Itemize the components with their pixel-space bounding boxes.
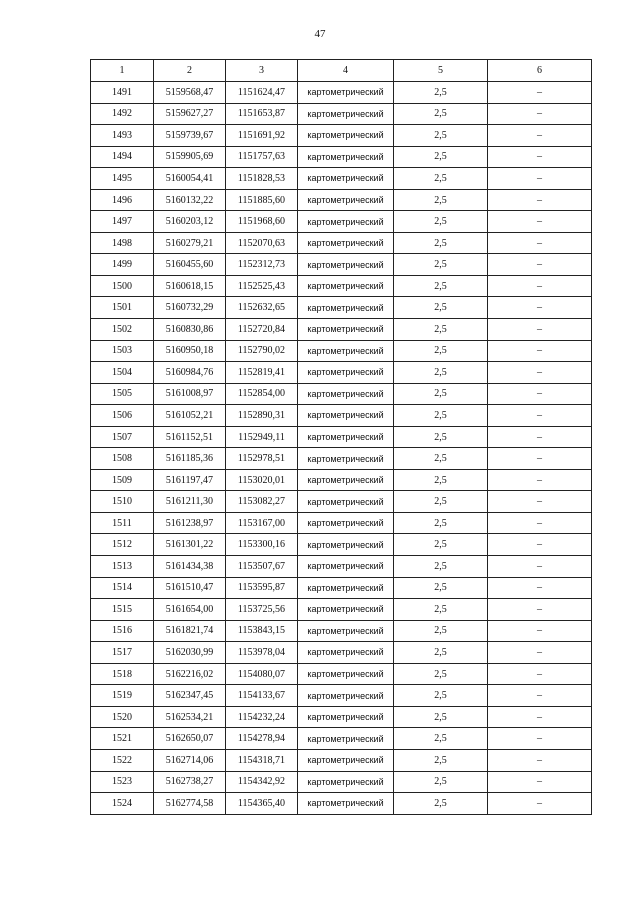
cell-note: – <box>488 663 592 685</box>
cell-method: картометрический <box>298 405 394 427</box>
cell-point-number: 1501 <box>91 297 154 319</box>
table-row <box>91 189 592 211</box>
cell-coord-y: 1154133,67 <box>226 685 298 707</box>
cell-coord-x: 5160203,12 <box>154 211 226 233</box>
cell-point-number: 1500 <box>91 275 154 297</box>
cell-note: – <box>488 189 592 211</box>
cell-coord-y: 1152632,65 <box>226 297 298 319</box>
cell-coord-x: 5161197,47 <box>154 469 226 491</box>
cell-coord-x: 5159739,67 <box>154 125 226 147</box>
cell-coord-y: 1152978,51 <box>226 448 298 470</box>
cell-note: – <box>488 556 592 578</box>
cell-coord-x: 5160054,41 <box>154 168 226 190</box>
cell-coord-y: 1152312,73 <box>226 254 298 276</box>
cell-note: – <box>488 340 592 362</box>
cell-accuracy: 2,5 <box>394 706 488 728</box>
cell-coord-y: 1154318,71 <box>226 749 298 771</box>
cell-coord-y: 1153020,01 <box>226 469 298 491</box>
cell-note: – <box>488 577 592 599</box>
cell-note: – <box>488 491 592 513</box>
cell-method: картометрический <box>298 706 394 728</box>
header-cell-4: 4 <box>298 60 394 82</box>
cell-coord-y: 1153843,15 <box>226 620 298 642</box>
cell-coord-y: 1154232,24 <box>226 706 298 728</box>
cell-note: – <box>488 211 592 233</box>
cell-accuracy: 2,5 <box>394 512 488 534</box>
cell-coord-y: 1151968,60 <box>226 211 298 233</box>
cell-note: – <box>488 275 592 297</box>
cell-method: картометрический <box>298 728 394 750</box>
cell-point-number: 1520 <box>91 706 154 728</box>
cell-method: картометрический <box>298 125 394 147</box>
table-row <box>91 599 592 621</box>
cell-coord-y: 1152720,84 <box>226 319 298 341</box>
cell-accuracy: 2,5 <box>394 319 488 341</box>
table-row <box>91 275 592 297</box>
cell-note: – <box>488 297 592 319</box>
cell-point-number: 1507 <box>91 426 154 448</box>
cell-coord-x: 5160132,22 <box>154 189 226 211</box>
cell-accuracy: 2,5 <box>394 82 488 104</box>
cell-method: картометрический <box>298 771 394 793</box>
cell-coord-x: 5160830,86 <box>154 319 226 341</box>
cell-coord-x: 5162714,06 <box>154 749 226 771</box>
cell-accuracy: 2,5 <box>394 642 488 664</box>
cell-coord-x: 5162534,21 <box>154 706 226 728</box>
header-cell-6: 6 <box>488 60 592 82</box>
cell-coord-x: 5161152,51 <box>154 426 226 448</box>
cell-point-number: 1521 <box>91 728 154 750</box>
table-row <box>91 512 592 534</box>
cell-note: – <box>488 620 592 642</box>
cell-accuracy: 2,5 <box>394 749 488 771</box>
cell-coord-x: 5160455,60 <box>154 254 226 276</box>
cell-coord-y: 1152949,11 <box>226 426 298 448</box>
cell-point-number: 1516 <box>91 620 154 642</box>
cell-point-number: 1499 <box>91 254 154 276</box>
table-row <box>91 728 592 750</box>
cell-method: картометрический <box>298 448 394 470</box>
cell-point-number: 1524 <box>91 793 154 815</box>
cell-note: – <box>488 362 592 384</box>
cell-coord-y: 1152854,00 <box>226 383 298 405</box>
cell-note: – <box>488 728 592 750</box>
cell-accuracy: 2,5 <box>394 232 488 254</box>
table-row <box>91 405 592 427</box>
table-row <box>91 383 592 405</box>
table-row <box>91 125 592 147</box>
cell-coord-x: 5161211,30 <box>154 491 226 513</box>
cell-note: – <box>488 749 592 771</box>
cell-method: картометрический <box>298 793 394 815</box>
table-row <box>91 749 592 771</box>
cell-method: картометрический <box>298 82 394 104</box>
cell-coord-x: 5161654,00 <box>154 599 226 621</box>
cell-coord-x: 5161510,47 <box>154 577 226 599</box>
cell-method: картометрический <box>298 275 394 297</box>
table-row <box>91 319 592 341</box>
cell-coord-y: 1154365,40 <box>226 793 298 815</box>
header-row <box>91 60 592 82</box>
cell-point-number: 1512 <box>91 534 154 556</box>
cell-coord-x: 5162030,99 <box>154 642 226 664</box>
cell-point-number: 1493 <box>91 125 154 147</box>
table-row <box>91 232 592 254</box>
cell-method: картометрический <box>298 599 394 621</box>
table-row <box>91 491 592 513</box>
cell-coord-x: 5161052,21 <box>154 405 226 427</box>
cell-coord-x: 5160732,29 <box>154 297 226 319</box>
table-row <box>91 577 592 599</box>
cell-method: картометрический <box>298 383 394 405</box>
cell-coord-x: 5162216,02 <box>154 663 226 685</box>
cell-note: – <box>488 82 592 104</box>
cell-note: – <box>488 254 592 276</box>
table-row <box>91 620 592 642</box>
cell-coord-x: 5159568,47 <box>154 82 226 104</box>
cell-method: картометрический <box>298 362 394 384</box>
cell-point-number: 1506 <box>91 405 154 427</box>
table-row <box>91 706 592 728</box>
cell-coord-y: 1151624,47 <box>226 82 298 104</box>
cell-coord-x: 5161434,38 <box>154 556 226 578</box>
cell-coord-x: 5159627,27 <box>154 103 226 125</box>
cell-accuracy: 2,5 <box>394 556 488 578</box>
cell-point-number: 1523 <box>91 771 154 793</box>
cell-coord-y: 1153978,04 <box>226 642 298 664</box>
cell-coord-x: 5162738,27 <box>154 771 226 793</box>
cell-accuracy: 2,5 <box>394 599 488 621</box>
cell-coord-y: 1153507,67 <box>226 556 298 578</box>
cell-coord-x: 5161008,97 <box>154 383 226 405</box>
table-row <box>91 168 592 190</box>
cell-method: картометрический <box>298 620 394 642</box>
cell-accuracy: 2,5 <box>394 189 488 211</box>
cell-accuracy: 2,5 <box>394 125 488 147</box>
cell-note: – <box>488 642 592 664</box>
cell-method: картометрический <box>298 168 394 190</box>
cell-point-number: 1513 <box>91 556 154 578</box>
coordinates-table <box>90 59 592 815</box>
cell-point-number: 1519 <box>91 685 154 707</box>
cell-accuracy: 2,5 <box>394 405 488 427</box>
cell-accuracy: 2,5 <box>394 728 488 750</box>
table-row <box>91 771 592 793</box>
cell-note: – <box>488 534 592 556</box>
table-row <box>91 82 592 104</box>
cell-method: картометрический <box>298 577 394 599</box>
cell-note: – <box>488 146 592 168</box>
cell-coord-x: 5161185,36 <box>154 448 226 470</box>
cell-coord-y: 1152790,02 <box>226 340 298 362</box>
page-number: 47 <box>314 28 326 40</box>
cell-accuracy: 2,5 <box>394 663 488 685</box>
cell-coord-x: 5161301,22 <box>154 534 226 556</box>
cell-note: – <box>488 125 592 147</box>
table-row <box>91 556 592 578</box>
cell-method: картометрический <box>298 189 394 211</box>
header-cell-1: 1 <box>91 60 154 82</box>
cell-method: картометрический <box>298 319 394 341</box>
table-row <box>91 211 592 233</box>
table-row <box>91 362 592 384</box>
cell-note: – <box>488 793 592 815</box>
cell-coord-y: 1152525,43 <box>226 275 298 297</box>
cell-accuracy: 2,5 <box>394 211 488 233</box>
cell-point-number: 1518 <box>91 663 154 685</box>
cell-note: – <box>488 168 592 190</box>
cell-coord-x: 5160618,15 <box>154 275 226 297</box>
cell-coord-y: 1153167,00 <box>226 512 298 534</box>
cell-method: картометрический <box>298 146 394 168</box>
table-row <box>91 469 592 491</box>
cell-accuracy: 2,5 <box>394 469 488 491</box>
cell-point-number: 1503 <box>91 340 154 362</box>
cell-method: картометрический <box>298 232 394 254</box>
cell-note: – <box>488 448 592 470</box>
cell-coord-x: 5160984,76 <box>154 362 226 384</box>
cell-point-number: 1491 <box>91 82 154 104</box>
cell-coord-y: 1152890,31 <box>226 405 298 427</box>
header-cell-5: 5 <box>394 60 488 82</box>
cell-coord-x: 5159905,69 <box>154 146 226 168</box>
cell-point-number: 1495 <box>91 168 154 190</box>
cell-coord-x: 5161821,74 <box>154 620 226 642</box>
cell-coord-x: 5160950,18 <box>154 340 226 362</box>
cell-accuracy: 2,5 <box>394 771 488 793</box>
cell-accuracy: 2,5 <box>394 577 488 599</box>
cell-accuracy: 2,5 <box>394 362 488 384</box>
cell-note: – <box>488 599 592 621</box>
cell-coord-x: 5162347,45 <box>154 685 226 707</box>
cell-note: – <box>488 405 592 427</box>
cell-note: – <box>488 706 592 728</box>
cell-point-number: 1510 <box>91 491 154 513</box>
cell-point-number: 1509 <box>91 469 154 491</box>
cell-accuracy: 2,5 <box>394 620 488 642</box>
cell-coord-y: 1151691,92 <box>226 125 298 147</box>
cell-method: картометрический <box>298 642 394 664</box>
cell-accuracy: 2,5 <box>394 340 488 362</box>
cell-method: картометрический <box>298 534 394 556</box>
cell-coord-y: 1154342,92 <box>226 771 298 793</box>
cell-accuracy: 2,5 <box>394 168 488 190</box>
cell-method: картометрический <box>298 556 394 578</box>
cell-method: картометрический <box>298 512 394 534</box>
cell-point-number: 1494 <box>91 146 154 168</box>
table-row <box>91 448 592 470</box>
cell-point-number: 1517 <box>91 642 154 664</box>
header-cell-2: 2 <box>154 60 226 82</box>
cell-point-number: 1504 <box>91 362 154 384</box>
cell-note: – <box>488 469 592 491</box>
header-cell-3: 3 <box>226 60 298 82</box>
cell-accuracy: 2,5 <box>394 534 488 556</box>
table-row <box>91 254 592 276</box>
cell-coord-y: 1153595,87 <box>226 577 298 599</box>
cell-note: – <box>488 232 592 254</box>
cell-accuracy: 2,5 <box>394 297 488 319</box>
cell-point-number: 1508 <box>91 448 154 470</box>
cell-method: картометрический <box>298 426 394 448</box>
cell-coord-x: 5162650,07 <box>154 728 226 750</box>
cell-point-number: 1502 <box>91 319 154 341</box>
cell-method: картометрический <box>298 749 394 771</box>
cell-note: – <box>488 512 592 534</box>
cell-accuracy: 2,5 <box>394 254 488 276</box>
cell-coord-y: 1154080,07 <box>226 663 298 685</box>
cell-accuracy: 2,5 <box>394 146 488 168</box>
cell-coord-y: 1151757,63 <box>226 146 298 168</box>
cell-coord-y: 1153082,27 <box>226 491 298 513</box>
table-row <box>91 103 592 125</box>
table-row <box>91 663 592 685</box>
cell-accuracy: 2,5 <box>394 793 488 815</box>
cell-method: картометрический <box>298 685 394 707</box>
cell-coord-x: 5160279,21 <box>154 232 226 254</box>
cell-point-number: 1514 <box>91 577 154 599</box>
cell-coord-y: 1151653,87 <box>226 103 298 125</box>
cell-note: – <box>488 383 592 405</box>
table-row <box>91 340 592 362</box>
cell-coord-x: 5161238,97 <box>154 512 226 534</box>
cell-method: картометрический <box>298 297 394 319</box>
cell-method: картометрический <box>298 491 394 513</box>
cell-point-number: 1497 <box>91 211 154 233</box>
table-row <box>91 685 592 707</box>
cell-note: – <box>488 426 592 448</box>
table-row <box>91 642 592 664</box>
cell-coord-y: 1153300,16 <box>226 534 298 556</box>
cell-point-number: 1492 <box>91 103 154 125</box>
cell-accuracy: 2,5 <box>394 103 488 125</box>
cell-note: – <box>488 771 592 793</box>
cell-accuracy: 2,5 <box>394 685 488 707</box>
cell-coord-x: 5162774,58 <box>154 793 226 815</box>
cell-method: картометрический <box>298 211 394 233</box>
table-body <box>91 82 592 815</box>
cell-note: – <box>488 685 592 707</box>
cell-accuracy: 2,5 <box>394 448 488 470</box>
cell-method: картометрический <box>298 469 394 491</box>
table-row <box>91 426 592 448</box>
cell-accuracy: 2,5 <box>394 383 488 405</box>
cell-point-number: 1496 <box>91 189 154 211</box>
cell-accuracy: 2,5 <box>394 275 488 297</box>
cell-point-number: 1505 <box>91 383 154 405</box>
cell-coord-y: 1151828,53 <box>226 168 298 190</box>
cell-note: – <box>488 319 592 341</box>
cell-coord-y: 1152819,41 <box>226 362 298 384</box>
cell-point-number: 1498 <box>91 232 154 254</box>
cell-method: картометрический <box>298 340 394 362</box>
table-row <box>91 146 592 168</box>
table-row <box>91 297 592 319</box>
cell-point-number: 1511 <box>91 512 154 534</box>
cell-coord-y: 1151885,60 <box>226 189 298 211</box>
cell-accuracy: 2,5 <box>394 491 488 513</box>
cell-coord-y: 1152070,63 <box>226 232 298 254</box>
cell-coord-y: 1154278,94 <box>226 728 298 750</box>
cell-point-number: 1515 <box>91 599 154 621</box>
cell-method: картометрический <box>298 663 394 685</box>
cell-method: картометрический <box>298 103 394 125</box>
cell-method: картометрический <box>298 254 394 276</box>
cell-point-number: 1522 <box>91 749 154 771</box>
table-row <box>91 793 592 815</box>
cell-accuracy: 2,5 <box>394 426 488 448</box>
table-row <box>91 534 592 556</box>
cell-coord-y: 1153725,56 <box>226 599 298 621</box>
cell-note: – <box>488 103 592 125</box>
